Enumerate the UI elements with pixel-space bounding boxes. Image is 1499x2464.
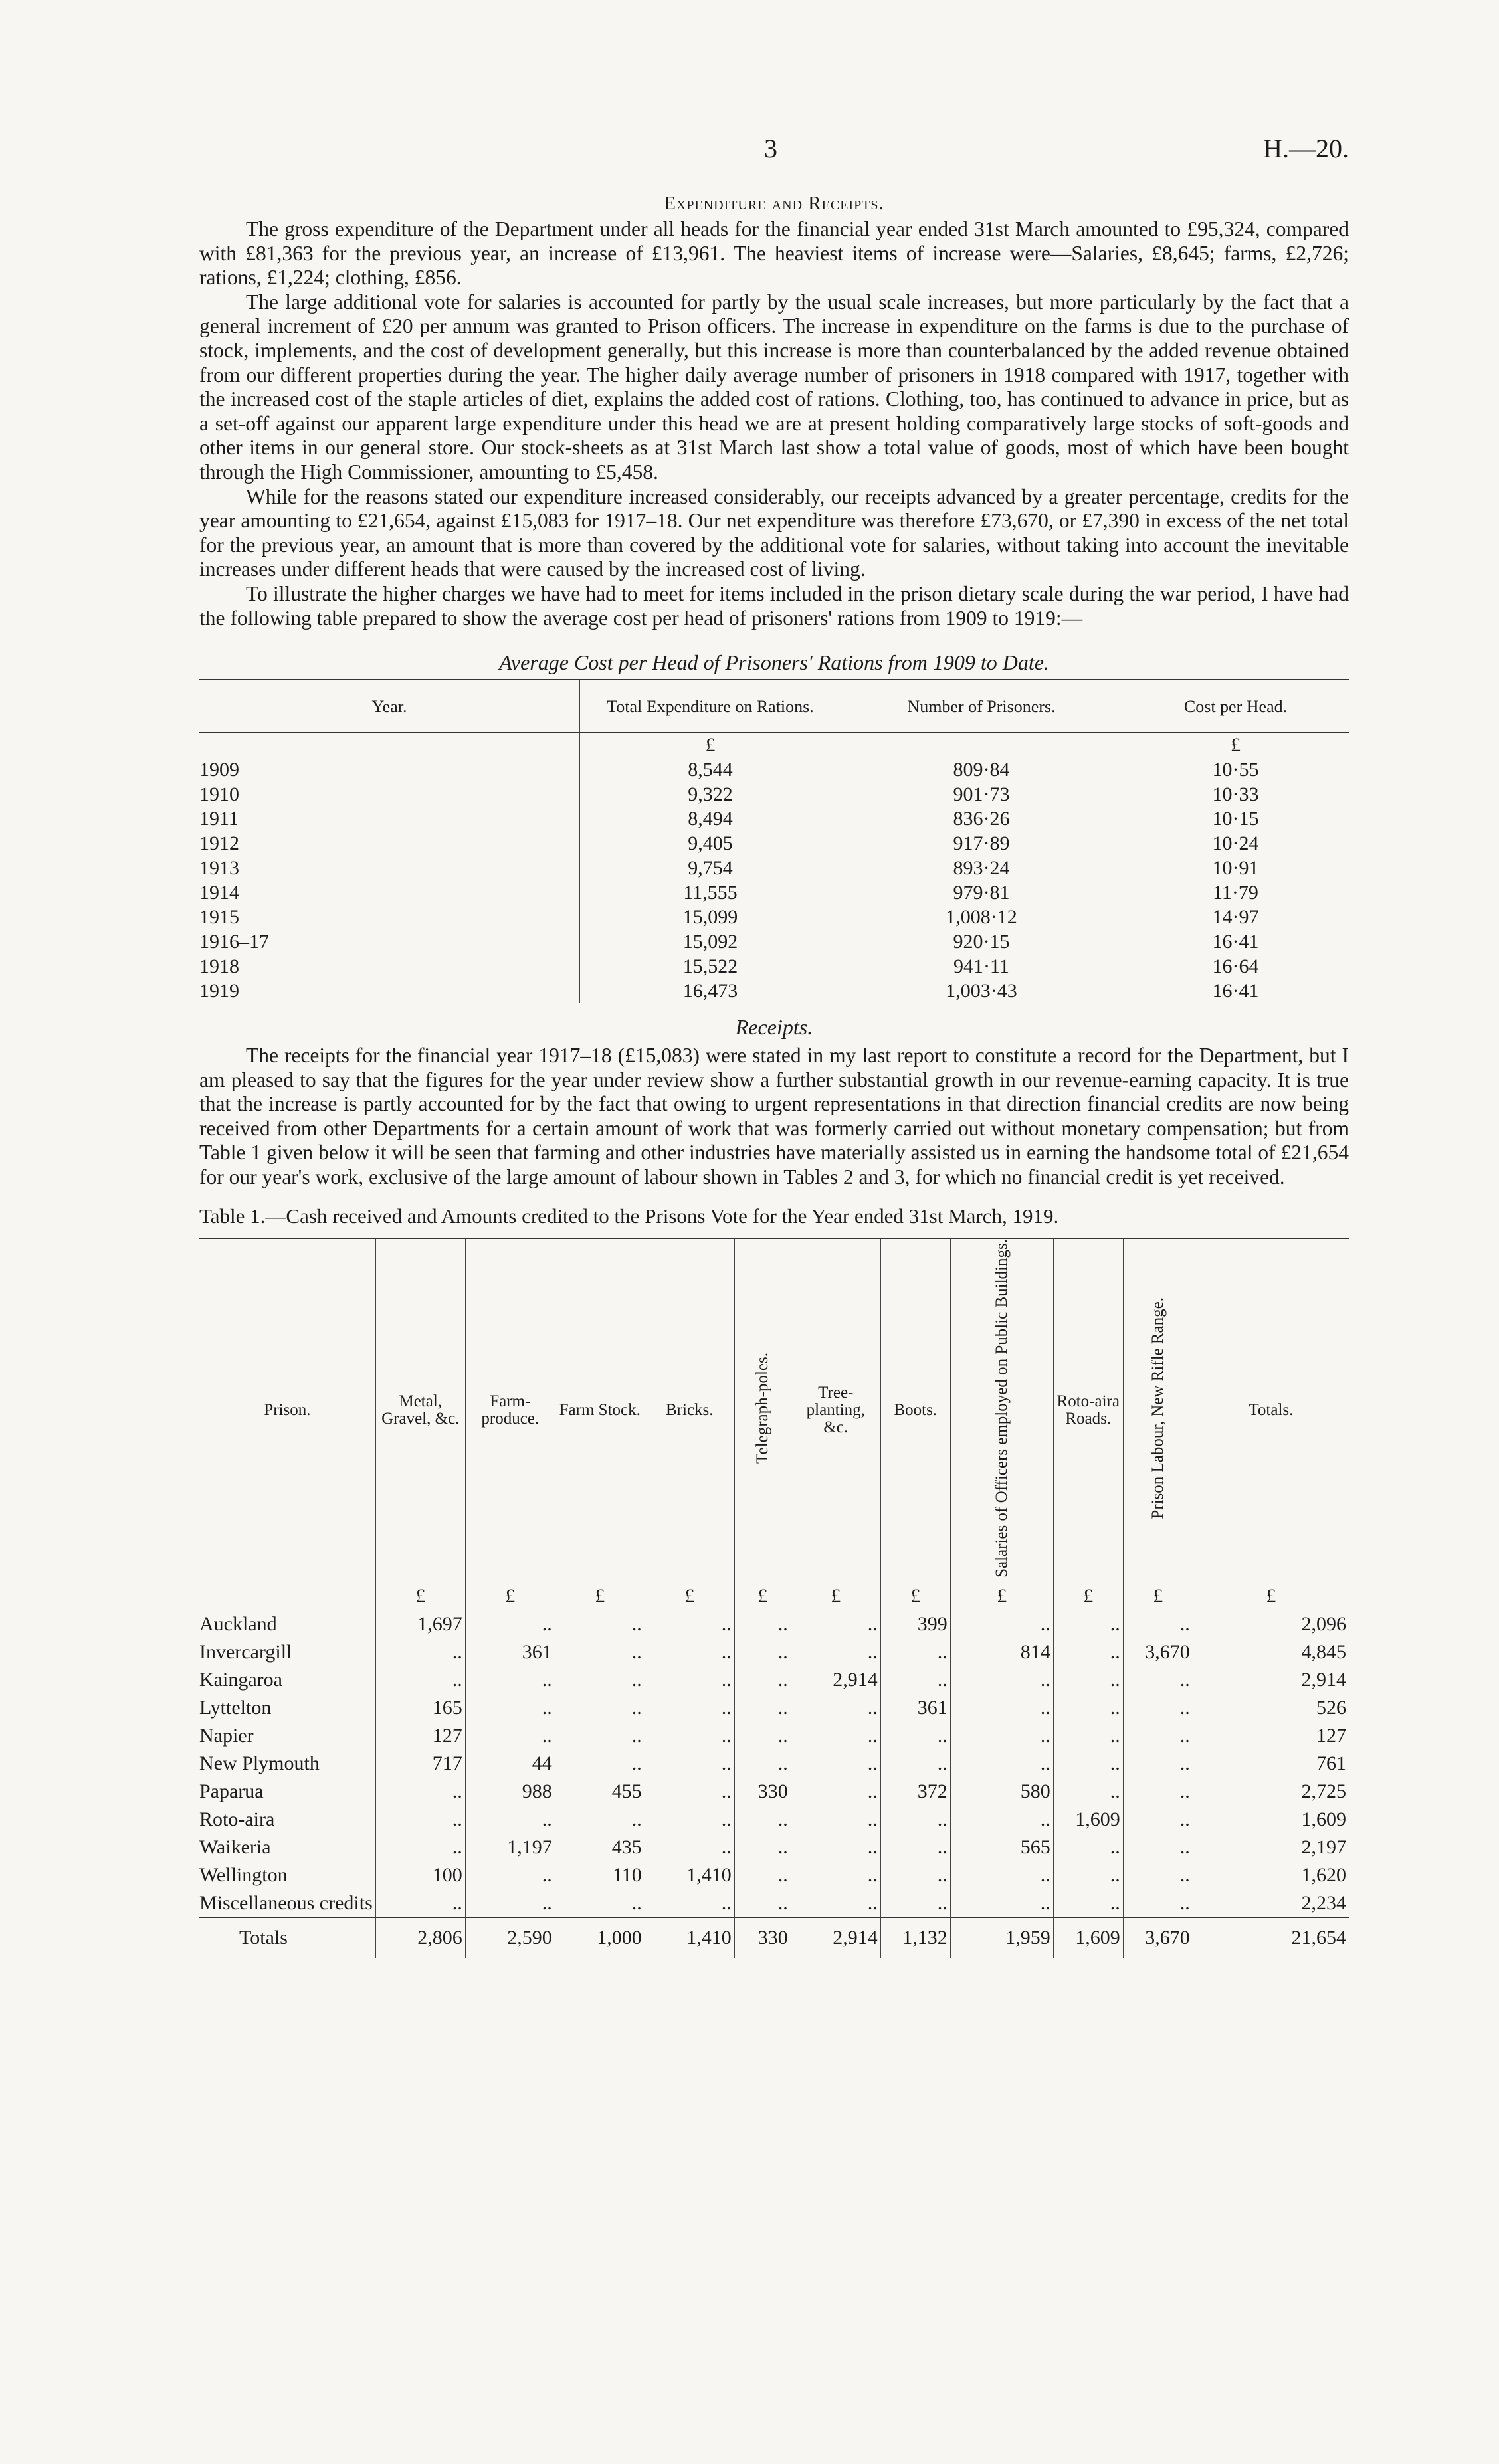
amount-cell: .. <box>734 1638 791 1666</box>
amount-cell: .. <box>465 1806 555 1834</box>
column-header-label: Farm-produce. <box>481 1392 540 1428</box>
value-cell: 14·97 <box>1122 905 1349 929</box>
amount-cell: .. <box>1123 1778 1193 1806</box>
table-row <box>199 856 1349 880</box>
column-header-label: Totals. <box>1249 1400 1294 1419</box>
amount-cell: 110 <box>555 1861 645 1889</box>
amount-cell: .. <box>645 1694 734 1722</box>
amount-cell: 100 <box>375 1861 465 1889</box>
amount-cell: 330 <box>734 1778 791 1806</box>
amount-cell: .. <box>465 1610 555 1638</box>
amount-cell: 127 <box>375 1722 465 1750</box>
amount-cell: .. <box>734 1750 791 1778</box>
amount-cell: .. <box>734 1834 791 1861</box>
amount-cell: .. <box>1123 1722 1193 1750</box>
unit-cell: £ <box>1193 1582 1349 1610</box>
unit-cell: £ <box>645 1582 734 1610</box>
amount-cell: .. <box>791 1610 880 1638</box>
amount-cell: 565 <box>950 1834 1053 1861</box>
value-cell: 10·33 <box>1122 782 1349 806</box>
amount-cell: .. <box>1123 1694 1193 1722</box>
unit-cell: £ <box>1122 733 1349 758</box>
amount-cell: .. <box>1053 1834 1123 1861</box>
amount-cell: 44 <box>465 1750 555 1778</box>
amount-cell: 435 <box>555 1834 645 1861</box>
amount-cell: .. <box>1053 1778 1123 1806</box>
prison-name-cell: New Plymouth <box>199 1752 320 1774</box>
amount-cell: 2,234 <box>1193 1889 1349 1918</box>
value-cell: 836·26 <box>841 806 1122 831</box>
total-cell: 330 <box>734 1917 791 1958</box>
value-cell: 809·84 <box>841 757 1122 782</box>
prison-name-cell: Napier <box>199 1724 254 1747</box>
amount-cell: .. <box>1053 1861 1123 1889</box>
value-cell: 979·81 <box>841 880 1122 905</box>
value-cell: 15,099 <box>580 905 841 929</box>
amount-cell: 580 <box>950 1778 1053 1806</box>
amount-cell: 1,609 <box>1053 1806 1123 1834</box>
amount-cell: .. <box>375 1666 465 1694</box>
amount-cell: .. <box>645 1722 734 1750</box>
amount-cell: .. <box>1053 1750 1123 1778</box>
amount-cell: .. <box>1053 1638 1123 1666</box>
amount-cell: .. <box>791 1694 880 1722</box>
table-row <box>199 1834 1349 1861</box>
table-row <box>199 1610 1349 1638</box>
document-page <box>199 133 1349 1958</box>
column-header-label: Roto-aira Roads. <box>1056 1392 1120 1428</box>
amount-cell: .. <box>734 1694 791 1722</box>
column-header <box>950 1238 1053 1582</box>
year-cell: 1913 <box>199 857 239 880</box>
amount-cell: .. <box>950 1694 1053 1722</box>
table1-caption: Table 1.—Cash received and Amounts credited to the Prisons Vote for the Year ended 31st March, 1919. <box>199 1204 1059 1228</box>
amount-cell: .. <box>1123 1750 1193 1778</box>
column-header <box>199 1238 375 1582</box>
amount-cell: 1,620 <box>1193 1861 1349 1889</box>
value-cell: 8,494 <box>580 806 841 831</box>
unit-cell: £ <box>880 1582 950 1610</box>
amount-cell: .. <box>1053 1610 1123 1638</box>
total-cell: 1,132 <box>880 1917 950 1958</box>
column-header <box>791 1238 880 1582</box>
cash-received-table <box>199 1238 1349 1958</box>
table-row <box>199 929 1349 954</box>
amount-cell: .. <box>734 1889 791 1918</box>
paragraph-gross-expenditure: The gross expenditure of the Department under all heads for the financial year ended 31st March amounted to £95,324, compared with £81,363 for the previous year, an increase of £13,961. The heaviest items of increase were—Salaries, £8,645; farms, £2,726; rations, £1,224; clothing, £856. <box>199 217 1349 290</box>
total-cell: 2,806 <box>375 1917 465 1958</box>
prison-name-cell: Invercargill <box>199 1640 292 1663</box>
unit-cell: £ <box>1123 1582 1193 1610</box>
amount-cell: .. <box>950 1806 1053 1834</box>
prison-name-cell: Waikeria <box>199 1836 271 1858</box>
unit-cell: £ <box>950 1582 1053 1610</box>
column-header-label: Boots. <box>894 1400 938 1419</box>
amount-cell: .. <box>734 1666 791 1694</box>
column-header-label: Prison. <box>264 1400 311 1419</box>
amount-cell: 717 <box>375 1750 465 1778</box>
year-cell: 1914 <box>199 882 239 904</box>
table-row <box>199 1666 1349 1694</box>
total-cell: 1,959 <box>950 1917 1053 1958</box>
column-header <box>734 1238 791 1582</box>
table-row <box>199 782 1349 806</box>
amount-cell: .. <box>645 1778 734 1806</box>
year-cell: 1918 <box>199 955 239 978</box>
column-header-label: Farm Stock. <box>559 1400 641 1419</box>
amount-cell: .. <box>465 1666 555 1694</box>
amount-cell: .. <box>555 1750 645 1778</box>
amount-cell: .. <box>880 1834 950 1861</box>
value-cell: 8,544 <box>580 757 841 782</box>
table-row <box>199 757 1349 782</box>
prison-name-cell: Kaingaroa <box>199 1668 282 1691</box>
amount-cell: 2,914 <box>791 1666 880 1694</box>
amount-cell: .. <box>880 1638 950 1666</box>
page-header <box>199 133 1349 173</box>
section-title: Expenditure and Receipts. <box>664 193 884 214</box>
totals-row <box>199 1917 1349 1958</box>
value-cell: 917·89 <box>841 831 1122 856</box>
amount-cell: .. <box>950 1610 1053 1638</box>
column-header <box>1193 1238 1349 1582</box>
amount-cell: .. <box>1053 1722 1123 1750</box>
year-cell: 1911 <box>199 808 239 830</box>
amount-cell: .. <box>1123 1806 1193 1834</box>
year-cell: 1916–17 <box>199 931 269 953</box>
table-row <box>199 905 1349 929</box>
amount-cell: .. <box>555 1722 645 1750</box>
column-header <box>1053 1238 1123 1582</box>
amount-cell: .. <box>375 1778 465 1806</box>
amount-cell: .. <box>555 1806 645 1834</box>
value-cell: 10·55 <box>1122 757 1349 782</box>
amount-cell: .. <box>950 1889 1053 1918</box>
column-header-label: Metal, Gravel, &c. <box>381 1392 460 1428</box>
paragraph-rations-intro: To illustrate the higher charges we have had to meet for items included in the prison dietary scale during the war period, I have had the following table prepared to show the average cost per head of prisoners' rations from 1909 to 1919:— <box>199 581 1349 630</box>
amount-cell: .. <box>375 1638 465 1666</box>
amount-cell: .. <box>555 1666 645 1694</box>
header-total-expenditure: Total Expenditure on Rations. <box>580 680 841 733</box>
amount-cell: .. <box>880 1722 950 1750</box>
paragraph-receipts-advanced: While for the reasons stated our expenditure increased considerably, our receipts advanced by a greater percentage, credits for the year amounting to £21,654, against £15,083 for 1917–18. Our net expenditure was therefore £73,670, or £7,390 in excess of the net total for the previous year, an amount that is more than covered by the additional vote for salaries, without taking into account the inevitable increases under different heads that were caused by the increased cost of living. <box>199 484 1349 581</box>
value-cell: 15,522 <box>580 954 841 979</box>
rations-table-title: Average Cost per Head of Prisoners' Rations from 1909 to Date. <box>499 650 1049 675</box>
amount-cell: .. <box>791 1778 880 1806</box>
year-cell: 1919 <box>199 980 239 1002</box>
amount-cell: .. <box>1053 1666 1123 1694</box>
unit-cell: £ <box>791 1582 880 1610</box>
unit-cell <box>199 1582 375 1610</box>
amount-cell: 165 <box>375 1694 465 1722</box>
year-cell: 1910 <box>199 783 239 806</box>
amount-cell: .. <box>1123 1834 1193 1861</box>
amount-cell: 2,725 <box>1193 1778 1349 1806</box>
amount-cell: .. <box>375 1834 465 1861</box>
amount-cell: .. <box>880 1750 950 1778</box>
column-header <box>555 1238 645 1582</box>
amount-cell: .. <box>880 1861 950 1889</box>
value-cell: 10·24 <box>1122 831 1349 856</box>
amount-cell: .. <box>880 1889 950 1918</box>
amount-cell: 4,845 <box>1193 1638 1349 1666</box>
column-header-label: Salaries of Officers employed on Public Buildings. <box>992 1238 1011 1578</box>
amount-cell: 2,197 <box>1193 1834 1349 1861</box>
table-row <box>199 979 1349 1003</box>
amount-cell: .. <box>465 1694 555 1722</box>
value-cell: 10·91 <box>1122 856 1349 880</box>
table-row <box>199 1806 1349 1834</box>
amount-cell: 127 <box>1193 1722 1349 1750</box>
rations-table-header <box>199 680 1349 733</box>
value-cell: 1,008·12 <box>841 905 1122 929</box>
total-cell: 2,590 <box>465 1917 555 1958</box>
cash-table-header <box>199 1238 1349 1582</box>
column-header <box>375 1238 465 1582</box>
amount-cell: .. <box>555 1610 645 1638</box>
column-header-label: Prison Labour, New Rifle Range. <box>1148 1297 1167 1519</box>
amount-cell: .. <box>645 1806 734 1834</box>
amount-cell: .. <box>950 1666 1053 1694</box>
value-cell: 15,092 <box>580 929 841 954</box>
amount-cell: 526 <box>1193 1694 1349 1722</box>
table-row <box>199 1638 1349 1666</box>
amount-cell: .. <box>734 1610 791 1638</box>
prison-name-cell: Wellington <box>199 1863 288 1886</box>
amount-cell: .. <box>555 1638 645 1666</box>
value-cell: 920·15 <box>841 929 1122 954</box>
column-header-label: Bricks. <box>666 1400 714 1419</box>
total-cell: 1,609 <box>1053 1917 1123 1958</box>
amount-cell: .. <box>645 1610 734 1638</box>
total-cell: 21,654 <box>1193 1917 1349 1958</box>
header-number-prisoners: Number of Prisoners. <box>841 680 1122 733</box>
unit-cell <box>841 733 1122 758</box>
amount-cell: 361 <box>465 1638 555 1666</box>
document-reference: H.—20. <box>1263 134 1349 163</box>
amount-cell: .. <box>465 1889 555 1918</box>
prison-name-cell: Roto-aira <box>199 1808 275 1830</box>
table-row <box>199 954 1349 979</box>
amount-cell: .. <box>734 1722 791 1750</box>
rations-units-row <box>199 733 1349 758</box>
unit-cell: £ <box>734 1582 791 1610</box>
value-cell: 1,003·43 <box>841 979 1122 1003</box>
amount-cell: .. <box>1123 1666 1193 1694</box>
table-row <box>199 1889 1349 1918</box>
column-header <box>1123 1238 1193 1582</box>
amount-cell: .. <box>734 1806 791 1834</box>
amount-cell: .. <box>1123 1889 1193 1918</box>
amount-cell: 455 <box>555 1778 645 1806</box>
paragraph-salaries: The large additional vote for salaries is accounted for partly by the usual scale increases, but more particularly by the fact that a general increment of £20 per annum was granted to Prison officers. The increase in expenditure on the farms is due to the purchase of stock, implements, and the cost of development generally, but this increase is more than counterbalanced by the added revenue obtained from our different properties during the year. The higher daily average number of prisoners in 1918 compared with 1917, together with the increased cost of the staple articles of diet, explains the added cost of rations. Clothing, too, has continued to advance in price, but as a set-off against our apparent large expenditure under this head we are at present holding comparatively large stocks of soft-goods and other items in our general store. Our stock-sheets as at 31st March last show a total value of goods, most of which have been bought through the High Commissioner, amounting to £5,458. <box>199 290 1349 484</box>
value-cell: 901·73 <box>841 782 1122 806</box>
amount-cell: .. <box>791 1861 880 1889</box>
table-row <box>199 1750 1349 1778</box>
amount-cell: .. <box>1053 1889 1123 1918</box>
unit-cell <box>199 733 580 758</box>
amount-cell: 2,096 <box>1193 1610 1349 1638</box>
amount-cell: .. <box>880 1666 950 1694</box>
column-header-label: Telegraph-poles. <box>753 1353 771 1464</box>
amount-cell: 361 <box>880 1694 950 1722</box>
column-header <box>465 1238 555 1582</box>
amount-cell: .. <box>791 1750 880 1778</box>
amount-cell: .. <box>645 1666 734 1694</box>
amount-cell: .. <box>791 1889 880 1918</box>
value-cell: 9,754 <box>580 856 841 880</box>
table-row <box>199 1861 1349 1889</box>
rations-table <box>199 679 1349 1003</box>
amount-cell: .. <box>880 1806 950 1834</box>
unit-cell: £ <box>465 1582 555 1610</box>
year-cell: 1915 <box>199 906 239 929</box>
page-number: 3 <box>764 134 777 163</box>
header-year: Year. <box>199 680 580 733</box>
amount-cell: 1,609 <box>1193 1806 1349 1834</box>
amount-cell: .. <box>950 1750 1053 1778</box>
amount-cell: 2,914 <box>1193 1666 1349 1694</box>
prison-name-cell: Paparua <box>199 1780 264 1802</box>
amount-cell: .. <box>645 1638 734 1666</box>
prison-name-cell: Lyttelton <box>199 1696 272 1719</box>
prison-name-cell: Auckland <box>199 1612 277 1635</box>
amount-cell: .. <box>950 1722 1053 1750</box>
amount-cell: .. <box>375 1806 465 1834</box>
amount-cell: .. <box>465 1861 555 1889</box>
value-cell: 941·11 <box>841 954 1122 979</box>
totals-label: Totals <box>199 1917 375 1958</box>
value-cell: 11·79 <box>1122 880 1349 905</box>
total-cell: 3,670 <box>1123 1917 1193 1958</box>
amount-cell: .. <box>791 1806 880 1834</box>
column-header <box>880 1238 950 1582</box>
value-cell: 9,322 <box>580 782 841 806</box>
table-row <box>199 806 1349 831</box>
amount-cell: 1,410 <box>645 1861 734 1889</box>
amount-cell: .. <box>645 1750 734 1778</box>
value-cell: 9,405 <box>580 831 841 856</box>
unit-cell: £ <box>555 1582 645 1610</box>
amount-cell: 1,697 <box>375 1610 465 1638</box>
table-row <box>199 1722 1349 1750</box>
receipts-title: Receipts. <box>735 1015 813 1040</box>
amount-cell: .. <box>1053 1694 1123 1722</box>
table-row <box>199 1694 1349 1722</box>
amount-cell: .. <box>1123 1861 1193 1889</box>
amount-cell: .. <box>555 1889 645 1918</box>
unit-cell: £ <box>1053 1582 1123 1610</box>
value-cell: 16·64 <box>1122 954 1349 979</box>
amount-cell: 761 <box>1193 1750 1349 1778</box>
table-row <box>199 831 1349 856</box>
unit-cell: £ <box>580 733 841 758</box>
year-cell: 1912 <box>199 832 239 855</box>
amount-cell: 988 <box>465 1778 555 1806</box>
amount-cell: .. <box>950 1861 1053 1889</box>
value-cell: 893·24 <box>841 856 1122 880</box>
amount-cell: .. <box>645 1834 734 1861</box>
amount-cell: .. <box>791 1722 880 1750</box>
units-row <box>199 1582 1349 1610</box>
amount-cell: .. <box>734 1861 791 1889</box>
column-header <box>645 1238 734 1582</box>
table-row <box>199 1778 1349 1806</box>
total-cell: 1,410 <box>645 1917 734 1958</box>
year-cell: 1909 <box>199 759 239 781</box>
amount-cell: 372 <box>880 1778 950 1806</box>
amount-cell: .. <box>645 1889 734 1918</box>
value-cell: 16·41 <box>1122 979 1349 1003</box>
column-header-label: Tree-planting, &c. <box>806 1383 865 1436</box>
amount-cell: 3,670 <box>1123 1638 1193 1666</box>
amount-cell: .. <box>791 1638 880 1666</box>
amount-cell: 1,197 <box>465 1834 555 1861</box>
amount-cell: .. <box>375 1889 465 1918</box>
amount-cell: 814 <box>950 1638 1053 1666</box>
amount-cell: .. <box>465 1722 555 1750</box>
paragraph-receipts: The receipts for the financial year 1917–18 (£15,083) were stated in my last report to constitute a record for the Department, but I am pleased to say that the figures for the year under review show a further substantial growth in our revenue-earning capacity. It is true that the increase is partly accounted for by the fact that owing to urgent representations in that direction financial credits are now being received from other Departments for a certain amount of work that was formerly carried out without monetary compensation; but from Table 1 given below it will be seen that farming and other industries have materially assisted us in earning the handsome total of £21,654 for our year's work, exclusive of the large amount of labour shown in Tables 2 and 3, for which no financial credit is yet received. <box>199 1044 1349 1189</box>
value-cell: 11,555 <box>580 880 841 905</box>
amount-cell: .. <box>555 1694 645 1722</box>
value-cell: 10·15 <box>1122 806 1349 831</box>
table-row <box>199 880 1349 905</box>
amount-cell: .. <box>791 1834 880 1861</box>
total-cell: 2,914 <box>791 1917 880 1958</box>
value-cell: 16·41 <box>1122 929 1349 954</box>
amount-cell: .. <box>1123 1610 1193 1638</box>
unit-cell: £ <box>375 1582 465 1610</box>
prison-name-cell: Miscellaneous credits <box>199 1891 373 1914</box>
value-cell: 16,473 <box>580 979 841 1003</box>
amount-cell: 399 <box>880 1610 950 1638</box>
header-cost-per-head: Cost per Head. <box>1122 680 1349 733</box>
total-cell: 1,000 <box>555 1917 645 1958</box>
